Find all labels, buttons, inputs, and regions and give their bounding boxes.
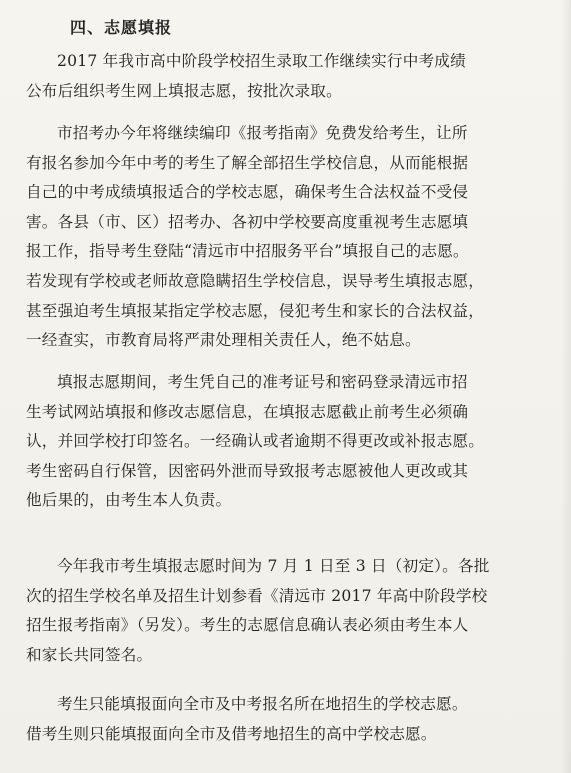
paragraph-filling-period: [26, 368, 556, 516]
paragraph-line: 有报名参加今年中考的考生了解全部招生学校信息，从而能根据: [26, 153, 469, 172]
paragraph-line: 一经查实，市教育局将严肃处理相关责任人，绝不姑息。: [26, 331, 421, 350]
paragraph-line: 填报志愿期间，考生凭自己的准考证号和密码登录清远市招: [57, 373, 468, 391]
paragraph-line: 借考生则只能填报面向全市及借考地招生的高中学校志愿。: [26, 724, 437, 743]
paragraph-eligible-schools: [26, 690, 556, 749]
paragraph-line: 市招考办今年将继续编印《报考指南》免费发给考生，让所: [57, 124, 468, 142]
paragraph-line: 考生密码自行保管，因密码外泄而导致报考志愿被他人更改或其: [26, 461, 469, 480]
paragraph-admission-guide: [26, 119, 556, 356]
paragraph-line: 自己的中考成绩填报适合的学校志愿，确保考生合法权益不受侵: [26, 183, 469, 202]
section-heading: 四、志愿填报: [70, 18, 173, 37]
paragraph-filling-dates: [26, 552, 556, 670]
page-edge-shadow: [561, 0, 571, 773]
paragraph-line: 和家长共同签名。: [26, 645, 153, 664]
paragraph-line: 报工作，指导考生登陆“清远市中招服务平台”填报自己的志愿。: [26, 242, 469, 261]
paragraph-line: 害。各县（市、区）招考办、各初中学校要高度重视考生志愿填: [26, 212, 469, 231]
paragraph-line: 考生只能填报面向全市及中考报名所在地招生的学校志愿。: [57, 695, 468, 713]
paragraph-line: 2017 年我市高中阶段学校招生录取工作继续实行中考成绩: [57, 52, 466, 70]
paragraph-line: 招生报考指南》（另发）。考生的志愿信息确认表必须由考生本人: [26, 616, 469, 635]
paragraph-line: 次的招生学校名单及招生计划参看《清远市 2017 年高中阶段学校: [26, 586, 488, 605]
paragraph-line: 甚至强迫考生填报某指定学校志愿，侵犯考生和家长的合法权益，: [26, 301, 485, 320]
paragraph-line: 认，并回学校打印签名。一经确认或者逾期不得更改或补报志愿。: [26, 432, 485, 451]
paragraph-exam-score-registration: [26, 47, 556, 106]
paragraph-line: 公布后组织考生网上填报志愿，按批次录取。: [26, 81, 342, 100]
paragraph-line: 今年我市考生填报志愿时间为 7 月 1 日至 3 日（初定）。各批: [57, 557, 490, 575]
paragraph-line: 若发现有学校或老师故意隐瞒招生学校信息，误导考生填报志愿，: [26, 271, 485, 290]
paragraph-line: 他后果的，由考生本人负责。: [26, 491, 232, 510]
paragraph-line: 生考试网站填报和修改志愿信息，在填报志愿截止前考生必须确: [26, 402, 469, 421]
